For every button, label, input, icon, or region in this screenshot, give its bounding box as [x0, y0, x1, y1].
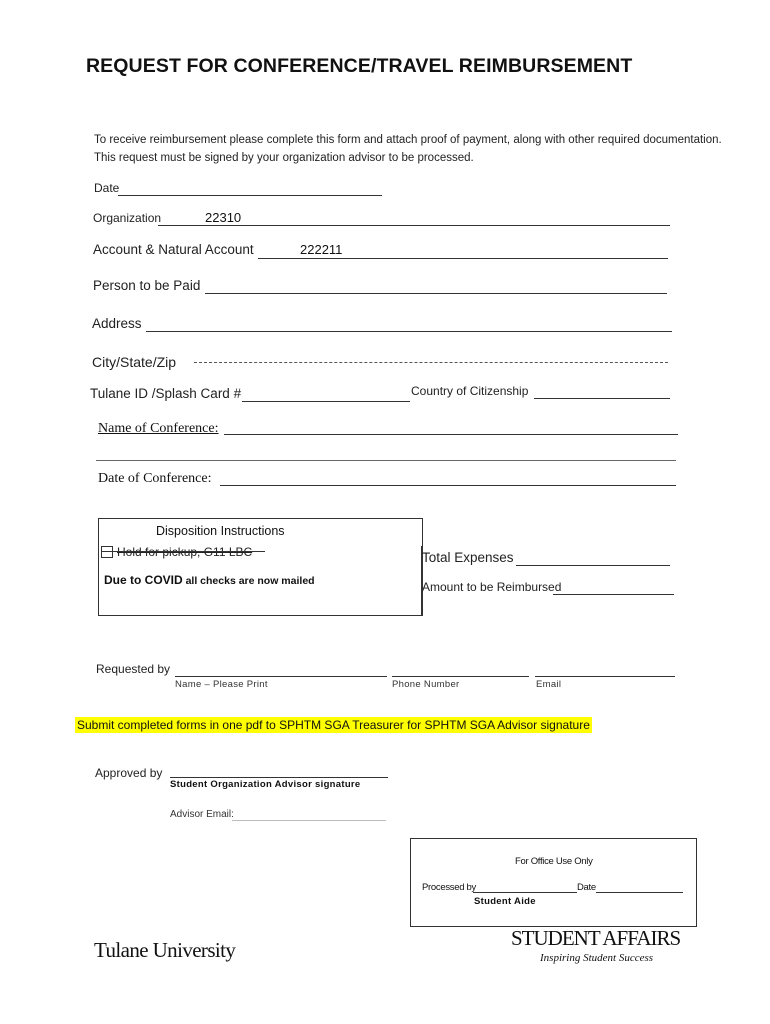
advisor-signature-caption: Student Organization Advisor signature [170, 779, 361, 790]
university-logo: Tulane University [94, 938, 236, 962]
conference-name-label: Name of Conference: [98, 421, 219, 436]
requested-name-field[interactable] [175, 676, 387, 677]
person-label: Person to be Paid [93, 278, 201, 293]
requested-label: Requested by [96, 662, 171, 676]
account-value: 222211 [300, 242, 343, 257]
office-use-title: For Office Use Only [515, 856, 593, 867]
citizenship-field[interactable] [534, 398, 670, 399]
organization-field[interactable] [158, 225, 670, 226]
requested-phone-field[interactable] [392, 676, 529, 677]
pickup-option: Hold for pickup, G11 LBC [117, 545, 253, 559]
name-caption: Name – Please Print [175, 679, 268, 690]
pickup-strike-line [101, 551, 265, 552]
intro-line-2: This request must be signed by your organization advisor to be processed. [94, 152, 474, 164]
city-field[interactable] [194, 362, 668, 363]
covid-prefix: Due to COVID [104, 573, 183, 587]
student-aide-caption: Student Aide [474, 896, 536, 907]
total-expenses-label: Total Expenses [422, 550, 514, 565]
organization-value: 22310 [205, 210, 242, 225]
advisor-email-field[interactable] [232, 820, 386, 821]
email-caption: Email [536, 679, 562, 690]
dept-tagline: Inspiring Student Success [540, 952, 654, 964]
conference-name-field[interactable] [224, 434, 678, 435]
conference-name-line-2[interactable] [96, 460, 676, 461]
conference-date-field[interactable] [220, 485, 676, 486]
dept-name: STUDENT AFFAIRS [511, 926, 681, 950]
advisor-signature-field[interactable] [170, 777, 388, 778]
office-date-field[interactable] [596, 892, 683, 893]
account-field[interactable] [258, 258, 668, 259]
citizenship-label: Country of Citizenship [411, 384, 529, 398]
city-label: City/State/Zip [92, 354, 177, 370]
tulane-id-label: Tulane ID /Splash Card # [90, 386, 242, 401]
submit-note: Submit completed forms in one pdf to SPHTM SGA Treasurer for SPHTM SGA Advisor signature [77, 718, 590, 732]
amount-reimbursed-field[interactable] [553, 594, 674, 595]
advisor-email-label: Advisor Email: [170, 809, 234, 820]
amount-reimbursed-label: Amount to be Reimbursed [422, 580, 562, 594]
approved-label: Approved by [95, 766, 163, 780]
organization-label: Organization [93, 211, 162, 225]
tulane-id-field[interactable] [242, 401, 410, 402]
pickup-checkbox[interactable] [101, 546, 113, 558]
account-label: Account & Natural Account [93, 242, 254, 257]
address-label: Address [92, 316, 142, 331]
disposition-title: Disposition Instructions [156, 524, 285, 538]
processed-by-label: Processed by [422, 882, 476, 893]
total-expenses-field[interactable] [516, 565, 670, 566]
date-label: Date [94, 181, 120, 195]
covid-note: all checks are now mailed [182, 575, 315, 587]
form-title: REQUEST FOR CONFERENCE/TRAVEL REIMBURSEMENT [86, 55, 633, 77]
intro-line-1: To receive reimbursement please complete this form and attach proof of payment, along with other required documentation. [94, 134, 722, 146]
conference-date-label: Date of Conference: [98, 471, 212, 486]
processed-by-field[interactable] [473, 892, 577, 893]
phone-caption: Phone Number [392, 679, 460, 690]
person-field[interactable] [205, 293, 667, 294]
date-field[interactable] [118, 195, 382, 196]
office-date-label: Date [577, 882, 596, 893]
address-field[interactable] [146, 331, 672, 332]
requested-email-field[interactable] [535, 676, 675, 677]
